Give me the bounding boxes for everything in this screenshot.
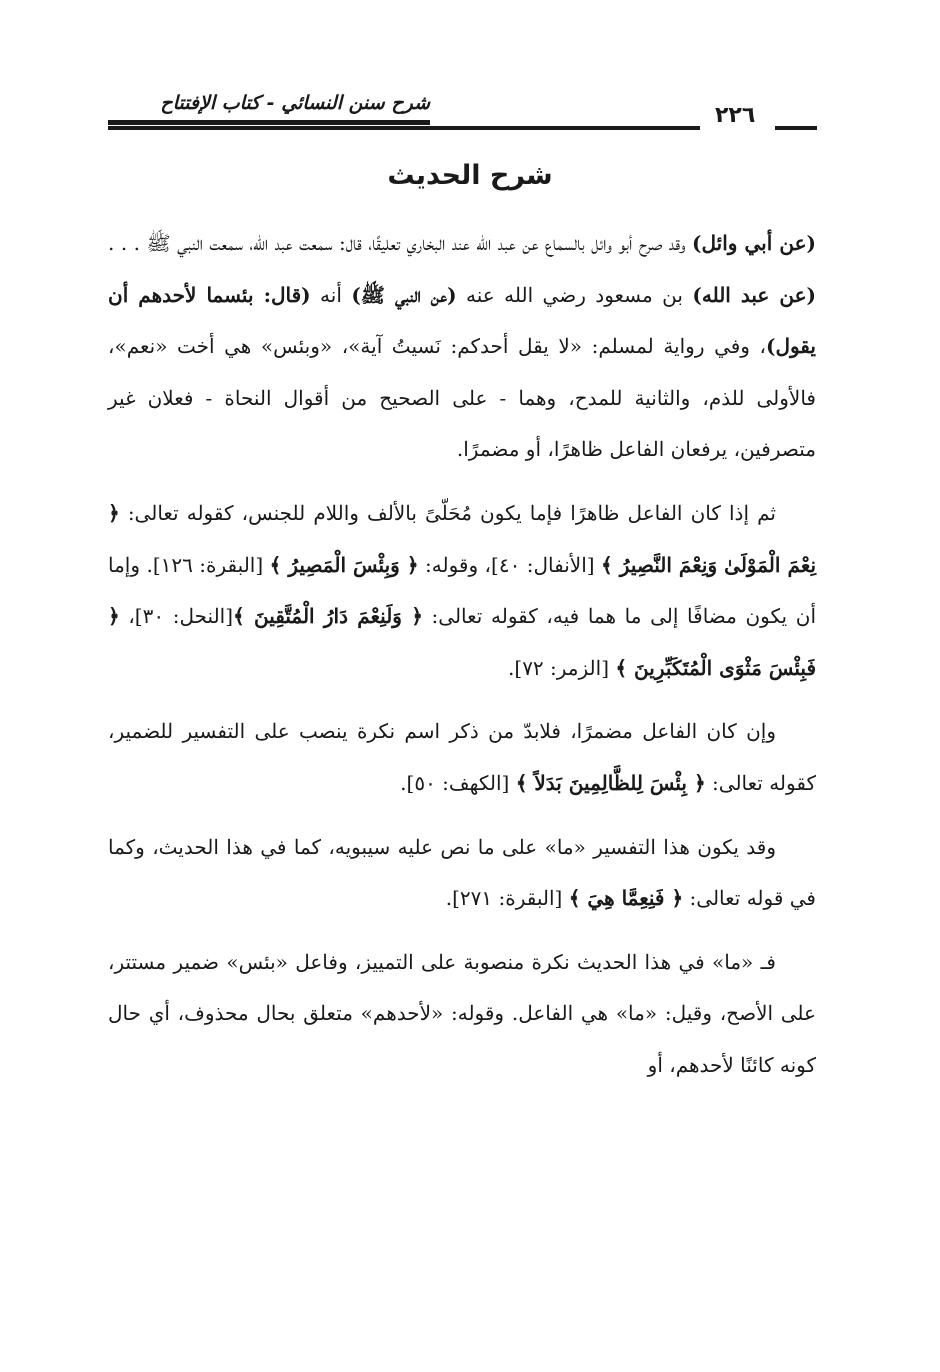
commentary-text: وقد يكون هذا التفسير «ما» على ما نص عليه سيبويه، كما في هذا الحديث، وكما في قوله تعالى: [108,834,816,911]
commentary-text: ، وفي رواية لمسلم: «لا يقل أحدكم: نَسيتُ آية»، «وبئس» هي أخت «نعم»، فالأولى للذم، والثانية للمدح، وهما - على الصحيح من أقوال النحاة - فعلان غير متصرفين، يرفعان الفاعل ظاهرًا، أو مضمرًا. [108,334,816,462]
quran-verse: ﴿ بِئْسَ لِلظَّالِمِينَ بَدَلاً ﴾ [515,770,706,795]
paragraph-3 [108,706,816,809]
verse-reference: [النحل: ٣٠]، [119,604,234,629]
quran-verse: ﴿ وَبِئْسَ الْمَصِيرُ ﴾ [269,552,419,577]
paragraph-2 [108,488,816,694]
quoted-text: (قال: بئسما لأحدهم أن يقول) [108,282,816,359]
quran-verse: ﴿ فَنِعِمَّا هِيَ ﴾ [568,886,684,911]
quran-verse: ﴿ نِعْمَ الْمَوْلَىٰ وَنِعْمَ النَّصِيرُ ﴾ [108,500,817,577]
body-text [108,218,816,1092]
paragraph-5 [108,937,816,1092]
commentary-text: فـ «ما» في هذا الحديث نكرة منصوبة على التمييز، وفاعل «بئس» ضمير مستتر، على الأصح، وقيل: «ما» هي الفاعل. وقوله: «لأحدهم» متعلق بحال محذوف، أي حال كونه كائنًا لأحدهم، أو [108,949,816,1077]
quoted-text: (عن أبي وائل) [692,231,816,255]
running-header: شرح سنن النسائي - كتاب الإفتتاح [108,92,430,125]
quran-verse: ﴿ فَبِئْسَ مَثْوَى الْمُتَكَبِّرِينَ ﴾ [108,604,816,680]
verse-reference: [البقرة: ٢٧١]. [445,886,569,911]
header-rule [108,126,700,130]
quran-verse: ﴿ وَلَنِعْمَ دَارُ الْمُتَّقِينَ ﴾ [233,604,423,629]
commentary-text: أنه [310,282,352,307]
commentary-text: وإن كان الفاعل مضمرًا، فلابدّ من ذكر اسم نكرة ينصب على التفسير للضمير، كقوله تعالى: [108,719,816,795]
verse-reference: [الأنفال: ٤٠]، وقوله: [418,552,602,577]
commentary-text: ثم إذا كان الفاعل ظاهرًا فإما يكون مُحَلّىً بالألف واللام للجنس، كقوله تعالى: [119,500,776,525]
paragraph-1 [108,218,816,476]
quoted-text: (عن النبي ﷺ) [351,282,457,307]
verse-reference: [الكهف: ٥٠]. [400,770,516,795]
commentary-text: [البقرة: ١٢٦]. وإما أن يكون مضافًا إلى ما هما فيه، كقوله تعالى: [108,552,817,629]
paragraph-4 [108,822,816,925]
page-number-rule [775,126,817,130]
quoted-text: (عن عبد الله) [692,282,817,307]
verse-reference: [الزمر: ٧٢]. [508,655,616,680]
page-number: ٢٢٦ [715,103,756,128]
commentary-text: وقد صرح أبو وائل بالسماع عن عبد الله عند البخاري تعليقًا، قال: سمعت عبد الله، سمعت النبي ﷺ . . . [108,231,693,255]
commentary-text: بن مسعود رضي الله عنه [456,282,693,307]
section-title: شرح الحديث [387,160,553,191]
